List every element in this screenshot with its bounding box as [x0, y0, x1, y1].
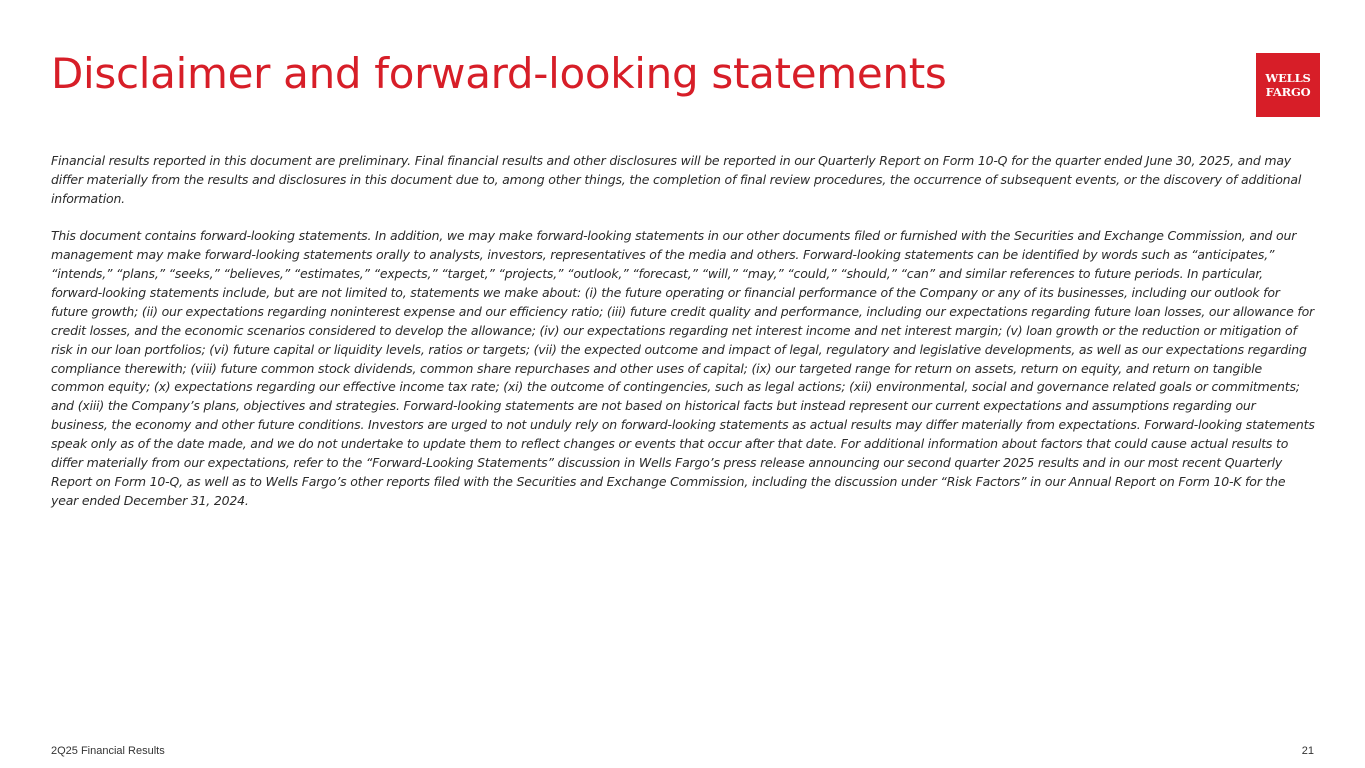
- logo-line-2: FARGO: [1265, 85, 1311, 99]
- page-number: 21: [1301, 745, 1314, 757]
- disclaimer-body: [51, 152, 1315, 511]
- forward-looking-paragraph: This document contains forward-looking statements. In addition, we may make forward-looking statements in our other documents filed or furnished with the Securities and Exchange Commission, and our management may make forward-looking statements orally to analysts, investors, representatives of the media and others. Forward-looking statements can be identified by words such as “anticipates,” “intends,” “plans,” “seeks,” “believes,” “estimates,” “expects,” “target,” “projects,” “outlook,” “forecast,” “will,” “may,” “could,” “should,” “can” and similar references to future periods. In particular, forward-looking statements include, but are not limited to, statements we make about: (i) the future operating or financial performance of the Company or any of its businesses, including our outlook for future growth; (ii) our expectations regarding noninterest expense and our efficiency ratio; (iii) future credit quality and performance, including our expectations regarding future loan losses, our allowance for credit losses, and the economic scenarios considered to develop the allowance; (iv) our expectations regarding net interest income and net interest margin; (v) loan growth or the reduction or mitigation of risk in our loan portfolios; (vi) future capital or liquidity levels, ratios or targets; (vii) the expected outcome and impact of legal, regulatory and legislative developments, as well as our expectations regarding compliance therewith; (viii) future common stock dividends, common share repurchases and other uses of capital; (ix) our targeted range for return on assets, return on equity, and return on tangible common equity; (x) expectations regarding our effective income tax rate; (xi) the outcome of contingencies, such as legal actions; (xii) environmental, social and governance related goals or commitments; and (xiii) the Company’s plans, objectives and strategies. Forward-looking statements are not based on historical facts but instead represent our current expectations and assumptions regarding our business, the economy and other future conditions. Investors are urged to not unduly rely on forward-looking statements as actual results may differ materially from expectations. Forward-looking statements speak only as of the date made, and we do not undertake to update them to reflect changes or events that occur after that date. For additional information about factors that could cause actual results to differ materially from our expectations, refer to the “Forward-Looking Statements” discussion in Wells Fargo’s press release announcing our second quarter 2025 results and in our most recent Quarterly Report on Form 10-Q, as well as to Wells Fargo’s other reports filed with the Securities and Exchange Commission, including the discussion under “Risk Factors” in our Annual Report on Form 10-K for the year ended December 31, 2024.: [51, 228, 1315, 508]
- wells-fargo-logo: [1256, 53, 1320, 117]
- page-title: Disclaimer and forward-looking statements: [51, 49, 947, 98]
- footer-label: 2Q25 Financial Results: [51, 745, 165, 757]
- preliminary-results-paragraph: Financial results reported in this document are preliminary. Final financial results and other disclosures will be reported in our Quarterly Report on Form 10-Q for the quarter ended June 30, 2025, and may differ materially from the results and disclosures in this document due to, among other things, the completion of final review procedures, the occurrence of subsequent events, or the discovery of additional information.: [51, 153, 1302, 206]
- logo-line-1: WELLS: [1265, 71, 1311, 85]
